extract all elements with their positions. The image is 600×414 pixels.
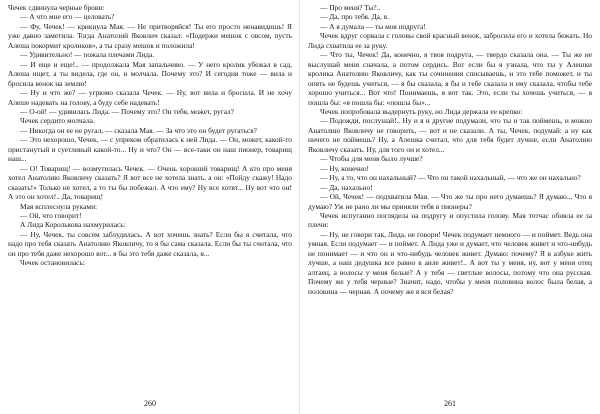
paragraph: — Ой, что говорит!	[20, 210, 82, 220]
paragraph: — А я думала — ты моя подруга!	[320, 21, 426, 31]
paragraph: — И еще и еще!.. — продолжала Мая запальчиво. — У него кролик убежал в сад, Алеша ищет, а ты видела, где он, и молчала. Почему это? И сегодня тоже — вила и бросила венок на землю!	[8, 59, 292, 88]
paragraph: — Ну, а то, что он нахальный? — Что он такой нахальный, — что же он нахально?	[320, 173, 581, 183]
paragraph: — Подожди, послушай!.. Ну и я и другие подумали, что ты и так поймешь, и можно Анатолию Яковличу не говорить, — вот и не сказали. А ты, Чечек, подумай: а ну как ничего не поймешь? Ну, а Алешка считал, что для тебя будет лучше, если Анатолию Яковличу сказать. Ну, для того он и хотел...	[308, 116, 592, 154]
right-page-text	[308, 3, 592, 296]
paragraph: — Про меня? Ты?..	[320, 3, 381, 12]
paragraph: — Что ты, Чечек! Да, конечно, я твоя подруга, — твердо сказала она. — Ты же не выслушай меня сначала, а потом сердись. Вот если бы я узнала, что ты у Алешки кролика Анатолию Яковличу, как ты сочинения списываешь, и это тебе поможет, и ты опять не будешь учиться, — я бы сказала, я бы и тебе сказала и ему сказала, чтобы тебе хорошо учиться... Вот что! Понимаешь, я вот так. Это, если ты хочешь учиться, — я пошла бы: «я пошла бы: «пошла бы»...	[308, 50, 592, 107]
paragraph: — Ну, Чечек, ты совсем заблудилась. А вот хочешь знать? Если бы я считала, что надо про тебя сказать Анатолию Яковличу, то я бы сама сказала. Если бы ты считала, что он про тебя даже нехорошо вот... я бы это тебя даже сказала, я...	[8, 229, 292, 258]
book-gutter	[299, 0, 300, 414]
paragraph: Чечек остановилась:	[20, 258, 85, 268]
paragraph: — Да, про тебя. Да, я.	[320, 12, 389, 22]
paragraph: — Да, нахально!	[320, 182, 373, 192]
paragraph: — О-ой! — удивилась Лида. — Почему это? Он тебя, может, ругал?	[20, 106, 235, 116]
paragraph: А Лида Королькова нахмурилась:	[20, 220, 126, 230]
paragraph: — О! Товарищ! — возмутилась Чечек. — Очень хороший товарищ! А кто про меня хотел Анатолию Яковличу сказать? Я вот все не хотела знать, а он: «Пойду скажу! Надо сказать!» Только не хотел, а то ты бы побежал. А что ему? Ну все хотят... Ну вот что он! А это он хотел!.. Да, товарищ!	[8, 163, 292, 202]
paragraph: — Чтобы для меня было лучше?	[320, 154, 423, 164]
paragraph: Чечек сдвинула черные брови:	[8, 3, 105, 12]
paragraph: — Ну, не говори так, Лида, не говори! Чечек подумает немного — и поймет. Ведь она умная. Если подумает — и поймет. А Лида уже и думает, что человек живет и что-нибудь не понимает — и что он и что-нибудь человек живет. Думаю: почему? Я в азбуке жить лучше, а наш дедушка все равно в аиле живет!.. А вот ты у меня, ну, вот у меня отец алтаец, а волосы у меня белые? А у тебя — светлые волосы, потому что она русская. Почему же у тебя черные? Значит, надо, чтобы у меня половина волос была белая, а половина — черная. А почему же я вся белая?	[308, 229, 592, 296]
paragraph: Чечек вдруг сорвала с головы свой красный венок, забросила его и хотела бежать. Но Лида схватила ее за руку.	[308, 31, 592, 50]
paragraph: — А что мне его — целовать?	[20, 12, 115, 22]
page-number: 261	[444, 399, 456, 408]
paragraph: Мая всплеснула руками:	[20, 201, 98, 211]
left-page	[8, 3, 292, 414]
paragraph: Чечек сердито молчала.	[20, 116, 95, 126]
paragraph: — Ну и что же? — угрюмо сказала Чечек. — Ну, вот вила и бросила. И не хочу Алеше надевать на голову, а буду себе надевать!	[8, 88, 292, 107]
paragraph: — Удивительно! — пожала плечами Лида.	[20, 50, 155, 60]
page-number: 260	[144, 399, 156, 408]
paragraph: Чечек испуганно поглядела на подругу и опустила голову. Мая тотчас обняла ее за плечи:	[308, 210, 592, 230]
left-page-text	[8, 3, 292, 268]
paragraph: Чечек попробовала выдернуть руку, но Лида держала ее крепко:	[320, 106, 523, 116]
paragraph: — Ой, Чечек! — подхватила Мая. — Что же ты про него думаешь? Я думаю... Что я думаю? Уж не рано ли мы приняли тебя в пионеры?	[308, 192, 592, 211]
paragraph: — Ну, конечно!	[320, 163, 370, 173]
paragraph: — Никогда он ее не ругал, — сказала Мая. — За что это он будет ругаться?	[20, 125, 257, 135]
right-page	[308, 3, 592, 414]
paragraph: — Фу, Чечек! — крикнула Мая. — Не притворяйся! Ты его просто ненавидишь! Я уже давно заметила. Тогда Анатолий Яковлич сказал: «Подержи мешок с овсом, пусть Алеша покормит кроликов», а ты сразу мешок и положила!	[8, 21, 292, 50]
paragraph: — Это нехорошо, Чечек, — с упреком обратилась к ней Лида. — Он, может, какой-то пристанутый и суетливый какой-то... Ну и что? Он — все-таки он наш пионер, товарищ наш...	[8, 135, 292, 164]
